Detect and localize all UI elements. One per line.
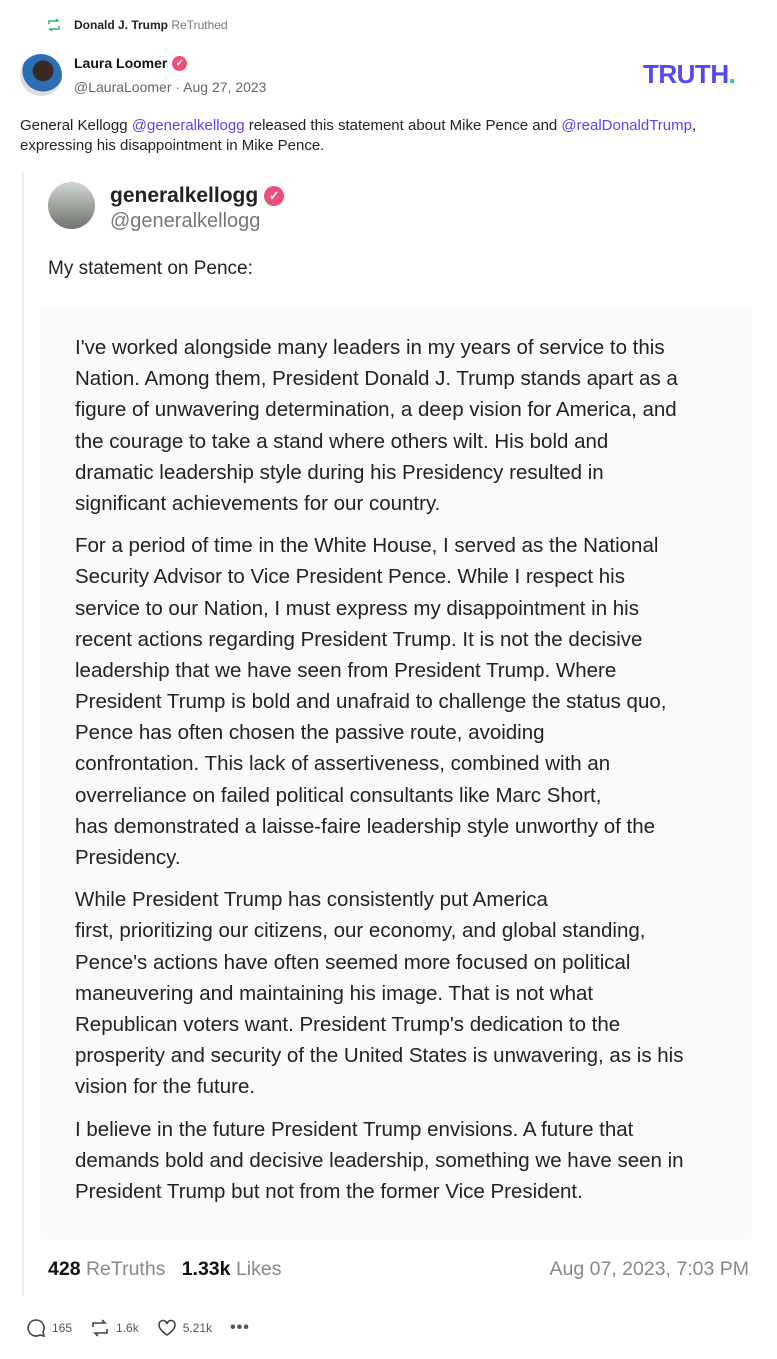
- embedded-image[interactable]: [22, 172, 759, 1296]
- more-options-button[interactable]: [230, 1319, 250, 1337]
- reply-icon: [26, 1318, 46, 1338]
- embed-stats: [48, 1258, 281, 1281]
- statement-line: maneuvering and maintaining his image. That is not what: [75, 981, 594, 1005]
- embed-name: [110, 184, 284, 208]
- text: , expressing his disappointment in Mike Pence.: [20, 117, 697, 154]
- post-date[interactable]: Aug 27, 2023: [183, 79, 267, 95]
- author-handle[interactable]: @LauraLoomer: [74, 79, 172, 95]
- retruth-label: ReTruthed: [171, 18, 228, 32]
- logo-text: TRUTH: [643, 59, 729, 89]
- statement-line: service to our Nation, I must express my disappointment in his: [75, 596, 639, 620]
- truth-logo: [643, 59, 735, 90]
- retruth-count: 1.6k: [116, 1321, 139, 1335]
- statement-line: demands bold and decisive leadership, something we have seen in: [75, 1148, 684, 1172]
- author-meta: @LauraLoomer · Aug 27, 2023: [74, 79, 267, 95]
- post-text: [20, 116, 750, 156]
- statement-paragraph: [75, 1114, 684, 1208]
- statement-line: I believe in the future President Trump envisions. A future that: [75, 1117, 634, 1141]
- author-name-text: Laura Loomer: [74, 55, 168, 71]
- statement-text: [75, 332, 684, 1218]
- statement-paragraph: [75, 332, 684, 519]
- more-icon: •••: [230, 1319, 250, 1336]
- retruth-button[interactable]: [90, 1318, 139, 1338]
- statement-line: significant achievements for our country.: [75, 491, 441, 515]
- statement-line: recent actions regarding President Trump. It is not the decisive: [75, 627, 643, 651]
- statement-line: Republican voters want. President Trump's dedication to the: [75, 1012, 621, 1036]
- verified-icon: ✓: [264, 186, 284, 206]
- statement-line: prosperity and security of the United States is unwavering, as is his: [75, 1044, 684, 1068]
- embed-likes-count: 1.33k: [181, 1258, 231, 1280]
- heart-icon: [157, 1318, 177, 1338]
- embed-retruths-label: ReTruths: [85, 1258, 166, 1280]
- embed-name-text: generalkellogg: [110, 184, 259, 207]
- embed-retruths-count: 428: [48, 1258, 81, 1280]
- statement-line: dramatic leadership style during his Presidency resulted in: [75, 460, 604, 484]
- retruth-header: [46, 18, 228, 32]
- mention-generalkellogg[interactable]: @generalkellogg: [131, 117, 245, 134]
- embed-timestamp: Aug 07, 2023, 7:03 PM: [549, 1258, 749, 1280]
- statement-line: Security Advisor to Vice President Pence. While I respect his: [75, 565, 625, 589]
- embed-intro: My statement on Pence:: [48, 258, 253, 279]
- like-count: 5.21k: [182, 1321, 213, 1335]
- statement-line: overreliance on failed political consultants like Marc Short,: [75, 783, 602, 807]
- statement-line: leadership that we have seen from President Trump. Where: [75, 658, 617, 682]
- avatar[interactable]: [20, 54, 62, 96]
- author-name[interactable]: [74, 55, 187, 71]
- statement-line: confrontation. This lack of assertiveness, combined with an: [75, 752, 611, 776]
- statement-line: For a period of time in the White House, I served as the National: [75, 534, 659, 558]
- embed-handle: @generalkellogg: [110, 210, 261, 232]
- embed-likes-label: Likes: [235, 1258, 282, 1280]
- logo-dot: .: [728, 59, 736, 89]
- like-button[interactable]: [157, 1318, 212, 1338]
- statement-line: Nation. Among them, President Donald J. Trump stands apart as a: [75, 367, 678, 391]
- mention-realdonaldtrump[interactable]: @realDonaldTrump: [561, 117, 692, 134]
- text: released this statement about Mike Pence and: [244, 117, 562, 134]
- statement-line: President Trump is bold and unafraid to challenge the status quo,: [75, 690, 667, 714]
- reply-count: 165: [52, 1321, 73, 1335]
- statement-line: Pence's actions have often seemed more focused on political: [75, 950, 631, 974]
- retruth-icon: [46, 18, 62, 32]
- statement-line: has demonstrated a laisse-faire leadership style unworthy of the: [75, 814, 656, 838]
- verified-icon: ✓: [172, 56, 187, 71]
- embed-avatar: [48, 182, 95, 229]
- action-bar: [26, 1318, 262, 1338]
- statement-line: first, prioritizing our citizens, our economy, and global standing,: [75, 919, 646, 943]
- statement-line: figure of unwavering determination, a deep vision for America, and: [75, 398, 677, 422]
- reply-button[interactable]: [26, 1318, 72, 1338]
- statement-paragraph: [75, 530, 684, 873]
- statement-line: President Trump but not from the former Vice President.: [75, 1179, 583, 1203]
- text: General Kellogg: [20, 117, 132, 134]
- statement-line: While President Trump has consistently put America: [75, 888, 548, 912]
- statement-line: Presidency.: [75, 846, 181, 869]
- statement-paragraph: [75, 884, 684, 1102]
- statement-line: the courage to take a stand where others wilt. His bold and: [75, 429, 609, 453]
- retruth-user[interactable]: Donald J. Trump: [74, 18, 169, 32]
- statement-line: I've worked alongside many leaders in my years of service to this: [75, 336, 665, 359]
- statement-line: vision for the future.: [75, 1075, 256, 1099]
- retruth-icon: [90, 1318, 110, 1338]
- statement-line: Pence has often chosen the passive route, avoiding: [75, 721, 545, 745]
